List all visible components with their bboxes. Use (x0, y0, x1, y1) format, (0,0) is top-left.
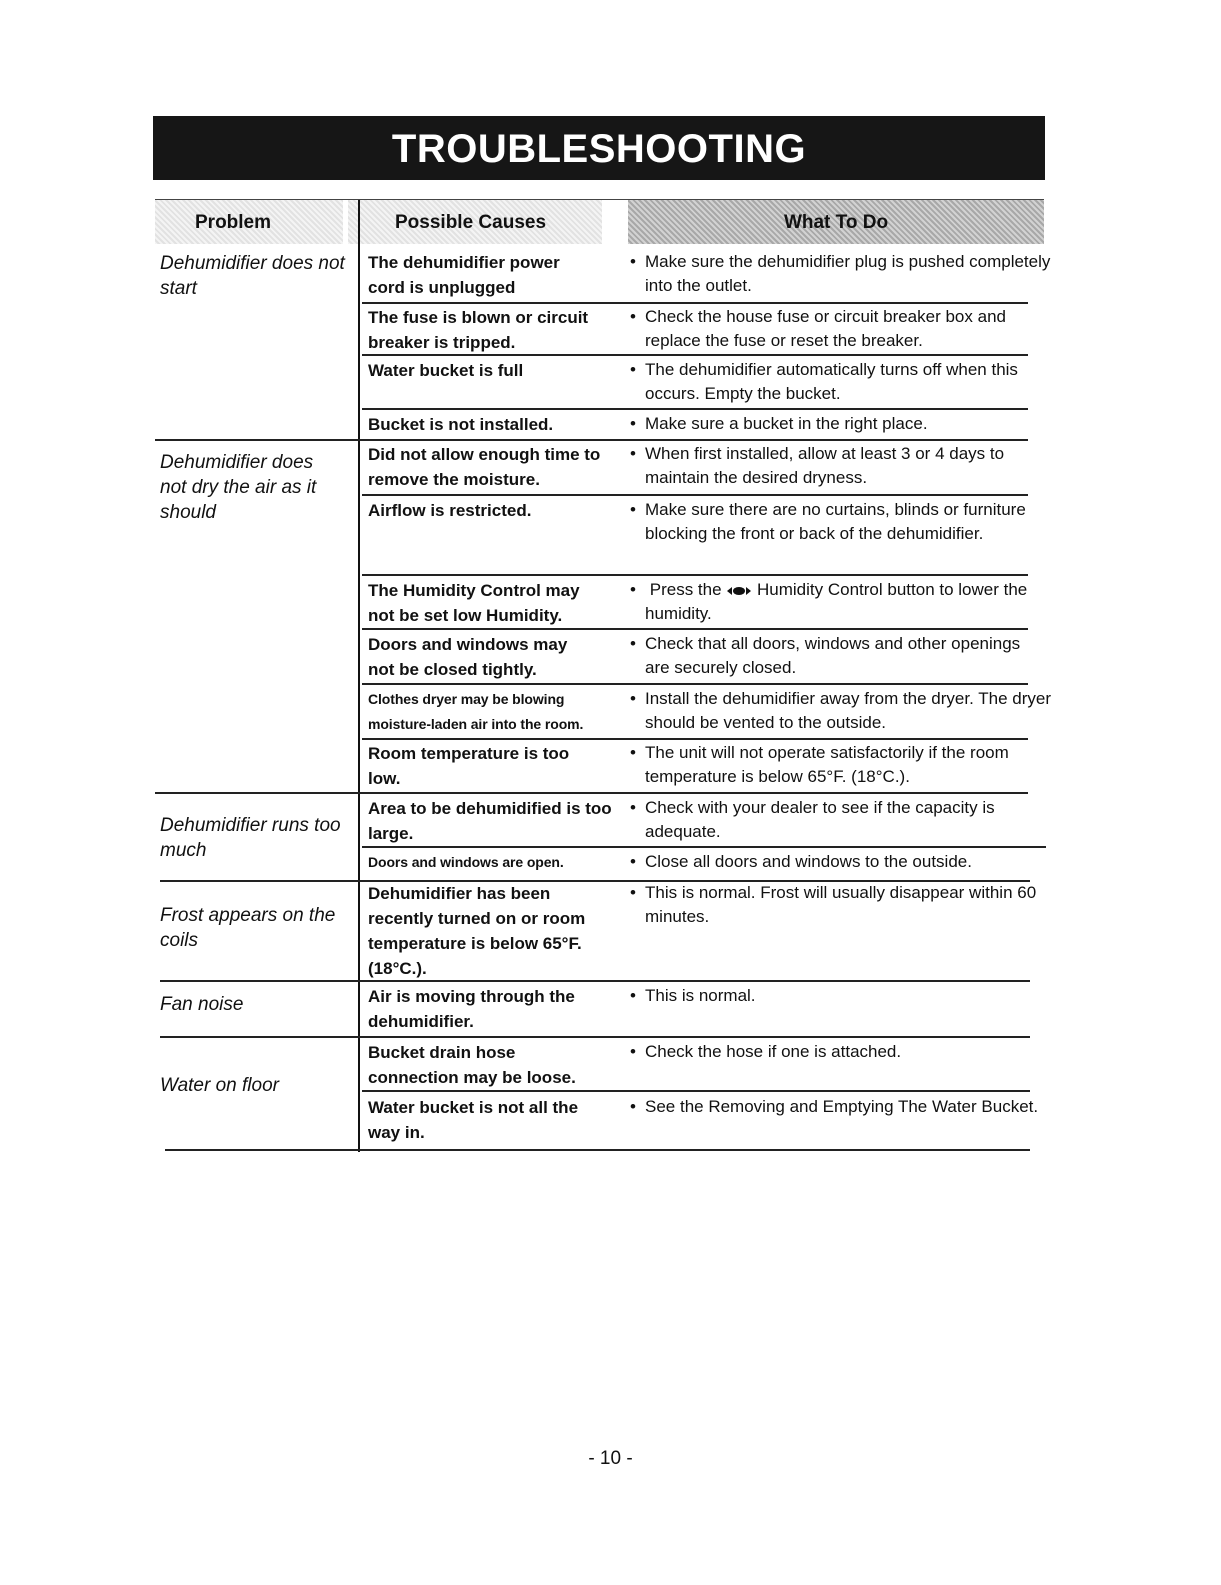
cause-text: The fuse is blown or circuit breaker is tripped. (368, 308, 589, 352)
cause-text: Did not allow enough time to remove the moisture. (368, 445, 601, 489)
row-divider (362, 494, 1028, 496)
cause-text: Doors and windows may not be closed tightly. (368, 635, 568, 679)
group-divider (155, 439, 1028, 441)
row-divider (362, 683, 1028, 685)
remedy-text-content: When first installed, allow at least 3 or 4 days to maintain the desired dryness. (645, 444, 1005, 487)
cause-text: Dehumidifier has been recently turned on or room temperature is below 65°F. (18°C.). (368, 884, 586, 978)
remedy-text (630, 358, 1045, 406)
header-problem: Problem (155, 200, 343, 244)
problem-label: Dehumidifier does not dry the air as it should (160, 452, 317, 523)
remedy-text-content: This is normal. (645, 986, 756, 1005)
remedy-text (630, 881, 1045, 929)
remedy-text (630, 850, 1065, 874)
group-divider (160, 1036, 1030, 1038)
remedy-text-content: Close all doors and windows to the outside. (645, 852, 972, 871)
remedy-text (630, 687, 1065, 735)
remedy-text (630, 250, 1065, 298)
cause-text: Clothes dryer may be blowing moisture-laden air into the room. (368, 691, 584, 732)
row-divider (362, 628, 1028, 630)
problem-label: Dehumidifier runs too much (160, 815, 341, 861)
problem-label: Water on floor (160, 1075, 279, 1096)
remedy-text-content: Check the house fuse or circuit breaker box and replace the fuse or reset the breaker. (645, 307, 1006, 350)
problem-label: Dehumidifier does not start (160, 253, 345, 299)
page-title: TROUBLESHOOTING (153, 116, 1045, 180)
remedy-text-content: See the Removing and Emptying The Water Bucket. (645, 1097, 1039, 1116)
cause-text: Bucket is not installed. (368, 415, 554, 434)
row-divider (362, 1090, 1030, 1092)
cause-text: Room temperature is too low. (368, 744, 570, 788)
remedy-text-suffix: Humidity Control button to lower the humidity. (645, 580, 1028, 623)
remedy-text-content: Check with your dealer to see if the capacity is adequate. (645, 798, 995, 841)
cause-text: The dehumidifier power cord is unplugged (368, 253, 560, 297)
cause-text: Water bucket is not all the way in. (368, 1098, 579, 1142)
cause-text: The Humidity Control may not be set low Humidity. (368, 581, 580, 625)
remedy-text-content: Make sure the dehumidifier plug is pushed completely into the outlet. (645, 252, 1051, 295)
remedy-text-content: Make sure a bucket in the right place. (645, 414, 928, 433)
page-number: - 10 - (588, 1448, 633, 1469)
remedy-text (630, 1095, 1060, 1119)
remedy-text (630, 305, 1065, 353)
remedy-text-content: This is normal. Frost will usually disappear within 60 minutes. (645, 883, 1037, 926)
remedy-text-content: Install the dehumidifier away from the dryer. The dryer should be vented to the outside. (645, 689, 1051, 732)
remedy-text (630, 498, 1055, 546)
row-divider (362, 408, 1028, 410)
header-what-to-do: What To Do (628, 200, 1044, 244)
remedy-text-content: Check the hose if one is attached. (645, 1042, 902, 1061)
remedy-text-prefix: Press the (649, 580, 722, 599)
remedy-text-content: The unit will not operate satisfactorily if the room temperature is below 65°F. (18°C.). (645, 743, 1009, 786)
cause-text: Bucket drain hose connection may be loose. (368, 1043, 576, 1087)
remedy-text (630, 412, 1065, 436)
remedy-text (630, 1040, 1065, 1064)
remedy-text (630, 984, 1065, 1008)
cause-text: Water bucket is full (368, 361, 524, 380)
remedy-text-content: The dehumidifier automatically turns off when this occurs. Empty the bucket. (645, 360, 1018, 403)
row-divider (362, 738, 1028, 740)
row-divider (362, 302, 1028, 304)
table-bottom-rule (165, 1149, 1030, 1151)
cause-text: Airflow is restricted. (368, 501, 532, 520)
remedy-text (630, 741, 1055, 789)
humidity-control-icon (726, 586, 752, 596)
group-divider (155, 792, 1028, 794)
remedy-text (630, 796, 1065, 844)
remedy-text-content: Check that all doors, windows and other openings are securely closed. (645, 634, 1021, 677)
row-divider (362, 846, 1046, 848)
problem-label: Fan noise (160, 994, 244, 1015)
column-divider (358, 200, 360, 1152)
cause-text: Air is moving through the dehumidifier. (368, 987, 575, 1031)
remedy-text (630, 632, 1045, 680)
cause-text: Doors and windows are open. (368, 854, 564, 870)
remedy-text (630, 442, 1035, 490)
remedy-text-content: Make sure there are no curtains, blinds or furniture blocking the front or back of the dehumidifier. (645, 500, 1026, 543)
problem-label: Frost appears on the coils (160, 905, 336, 951)
remedy-text (630, 578, 1045, 626)
header-possible-causes: Possible Causes (348, 200, 602, 244)
row-divider (362, 574, 1028, 576)
cause-text: Area to be dehumidified is too large. (368, 799, 612, 843)
